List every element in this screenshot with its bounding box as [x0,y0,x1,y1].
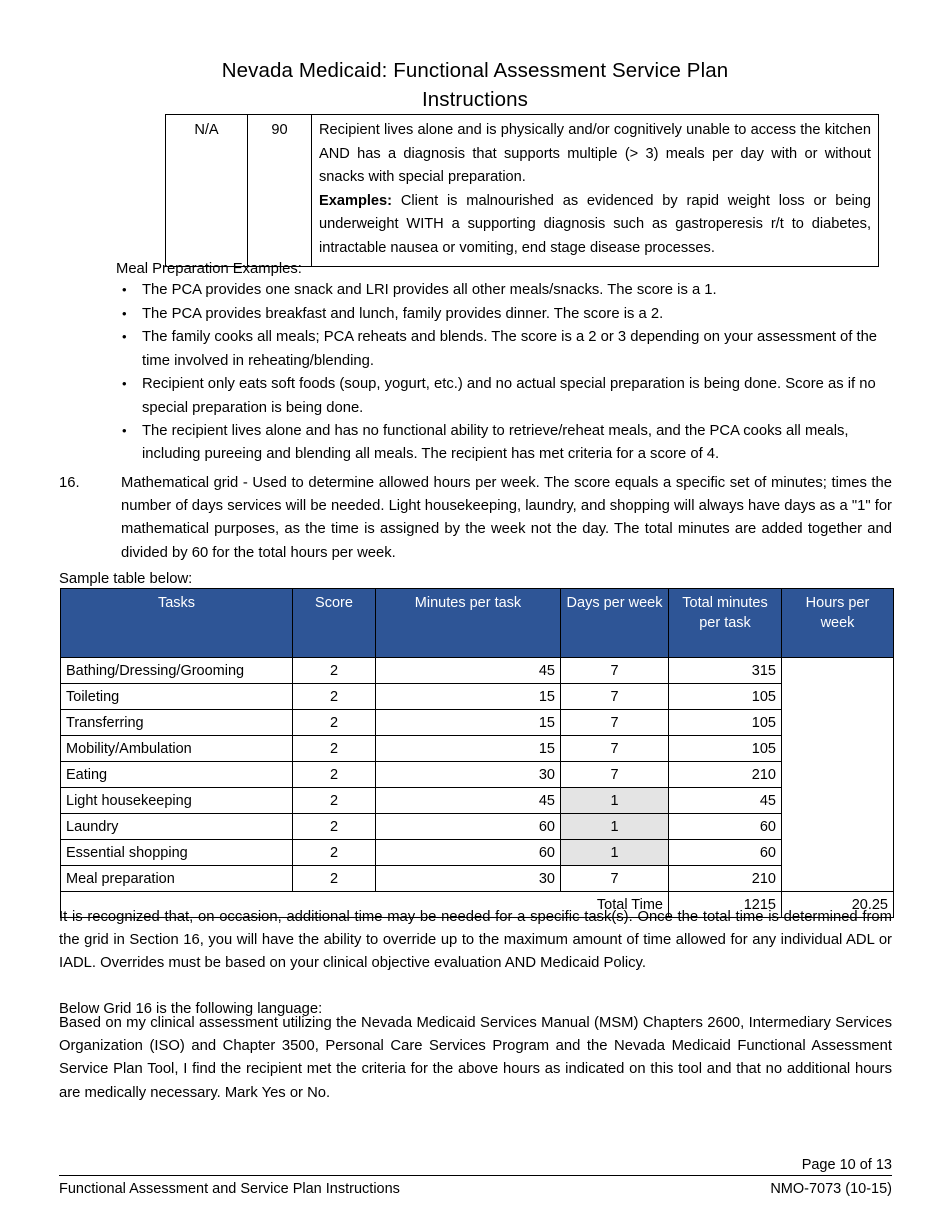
cell-score: 2 [293,658,376,684]
override-paragraph: It is recognized that, on occasion, additional time may be needed for a specific task(s). Once the total time is determined from the grid in Section 16, you will have the ability to override up to the maximum amount of time allowed for any individual ADL or IADL. Overrides must be based on your clinical objective evaluation AND Medicaid Policy. [59,909,892,972]
cell-minutes: 60 [376,840,561,866]
cell-minutes: 60 [376,814,561,840]
footer-divider [59,1175,892,1176]
table-row [61,710,894,736]
cell-score: 2 [293,840,376,866]
cell-days: 7 [561,710,669,736]
cell-minutes: 15 [376,710,561,736]
page-title [0,0,950,114]
cell-total-minutes: 60 [669,814,782,840]
cell-total-minutes: 105 [669,710,782,736]
column-header-days-per-week: Days per week [561,589,669,658]
column-header-hours-per-week: Hours per week [782,589,894,658]
cell-task: Mobility/Ambulation [61,736,293,762]
cell-task: Essential shopping [61,840,293,866]
cell-task: Meal preparation [61,866,293,892]
meal-prep-bullet-list [116,279,892,467]
cell-score: 2 [293,710,376,736]
criteria-description-cell [312,115,879,267]
cell-hours-per-week-merged [782,658,894,892]
cell-days: 1 [561,814,669,840]
cell-score: 2 [293,814,376,840]
list-item: • Recipient only eats soft foods (soup, yogurt, etc.) and no actual special preparation is being done. Score as if no special preparation is being done. [116,373,892,419]
criteria-description-part-1: Recipient lives alone and is physically and/or cognitively unable to access the kitchen AND has a diagnosis that supports multiple (> 3) meals per day with or without snacks with special preparation. [319,122,871,185]
cell-days: 1 [561,840,669,866]
numbered-item-16 [59,472,892,565]
cell-minutes: 30 [376,866,561,892]
sample-table-label: Sample table below: [59,571,193,587]
cell-total-time-label: Total Time [61,892,669,918]
criteria-description-part-2: Client is malnourished as evidenced by rapid weight loss or being underweight WITH a supporting diagnosis such as gastroperesis r/t to diabetes, intractable nausea or vomiting, end stage disease processes. [319,192,871,256]
cell-minutes: 30 [376,762,561,788]
item-16-number: 16. [59,475,80,491]
math-grid-table [60,588,894,918]
criteria-table [165,114,879,267]
table-row [61,866,894,892]
item-16-text: Mathematical grid - Used to determine allowed hours per week. The score equals a specific set of minutes; times the number of days services will be needed. Light housekeeping, laundry, and shopping will always have days as a "1" for mathematical purposes, as the time is assigned by the week not the day. The total minutes are added together and divided by 60 for the total hours per week. [121,475,892,561]
cell-total-minutes: 210 [669,866,782,892]
cell-task: Eating [61,762,293,788]
cell-days: 7 [561,658,669,684]
table-row [61,684,894,710]
table-row [166,115,879,267]
criteria-examples-label: Examples: [319,192,393,209]
footer-page-number: Page 10 of 13 [801,1157,892,1173]
column-header-total-minutes-per-task: Total minutes per task [669,589,782,658]
cell-total-minutes: 315 [669,658,782,684]
cell-total-minutes: 210 [669,762,782,788]
cell-total-hours-per-week: 20.25 [782,892,894,918]
below-grid-label: Below Grid 16 is the following language: [59,1001,323,1017]
cell-score: 2 [293,684,376,710]
table-row [61,814,894,840]
cell-days: 1 [561,788,669,814]
table-row [61,658,894,684]
cell-task: Bathing/Dressing/Grooming [61,658,293,684]
criteria-score-cell: 90 [248,115,312,267]
table-row [61,788,894,814]
cell-task: Toileting [61,684,293,710]
table-header-row [61,589,894,658]
cell-task: Laundry [61,814,293,840]
cell-minutes: 15 [376,684,561,710]
cell-score: 2 [293,788,376,814]
cell-minutes: 45 [376,788,561,814]
column-header-score: Score [293,589,376,658]
cell-days: 7 [561,684,669,710]
meal-prep-heading: Meal Preparation Examples: [116,261,302,277]
cell-score: 2 [293,866,376,892]
list-item: • The family cooks all meals; PCA reheats and blends. The score is a 2 or 3 depending on your assessment of the time involved in reheating/blending. [116,326,892,372]
table-row [61,840,894,866]
cell-task: Transferring [61,710,293,736]
list-item: • The PCA provides one snack and LRI provides all other meals/snacks. The score is a 1. [116,279,892,302]
footer [59,1179,892,1200]
footer-left-text: Functional Assessment and Service Plan Instructions [59,1181,400,1197]
page-title-line-1: Nevada Medicaid: Functional Assessment Service Plan [221,59,729,82]
table-row [61,762,894,788]
cell-total-time-minutes: 1215 [669,892,782,918]
list-item: • The PCA provides breakfast and lunch, family provides dinner. The score is a 2. [116,303,892,326]
column-header-minutes-per-task: Minutes per task [376,589,561,658]
attestation-paragraph: Based on my clinical assessment utilizing the Nevada Medicaid Services Manual (MSM) Chapters 2600, Intermediary Services Organization (ISO) and Chapter 3500, Personal Care Services Program and the Nevada Medicaid Functional Assessment Service Plan Tool, I find the recipient met the criteria for the above hours as indicated on this tool and that no additional hours are medically necessary. Mark Yes or No. [59,1015,892,1101]
table-row [61,736,894,762]
page-title-line-2: Instructions [421,88,529,111]
criteria-na-cell: N/A [166,115,248,267]
cell-minutes: 45 [376,658,561,684]
list-item: • The recipient lives alone and has no functional ability to retrieve/reheat meals, and the PCA cooks all meals, including pureeing and blending all meals. The recipient has met criteria for a score of 4. [116,420,892,466]
cell-days: 7 [561,866,669,892]
cell-total-minutes: 105 [669,736,782,762]
cell-total-minutes: 105 [669,684,782,710]
column-header-tasks: Tasks [61,589,293,658]
cell-score: 2 [293,736,376,762]
math-grid-table-wrapper [60,588,893,918]
cell-days: 7 [561,736,669,762]
cell-minutes: 15 [376,736,561,762]
cell-days: 7 [561,762,669,788]
cell-task: Light housekeeping [61,788,293,814]
cell-total-minutes: 60 [669,840,782,866]
cell-score: 2 [293,762,376,788]
cell-total-minutes: 45 [669,788,782,814]
footer-right-text: NMO-7073 (10-15) [770,1181,892,1197]
